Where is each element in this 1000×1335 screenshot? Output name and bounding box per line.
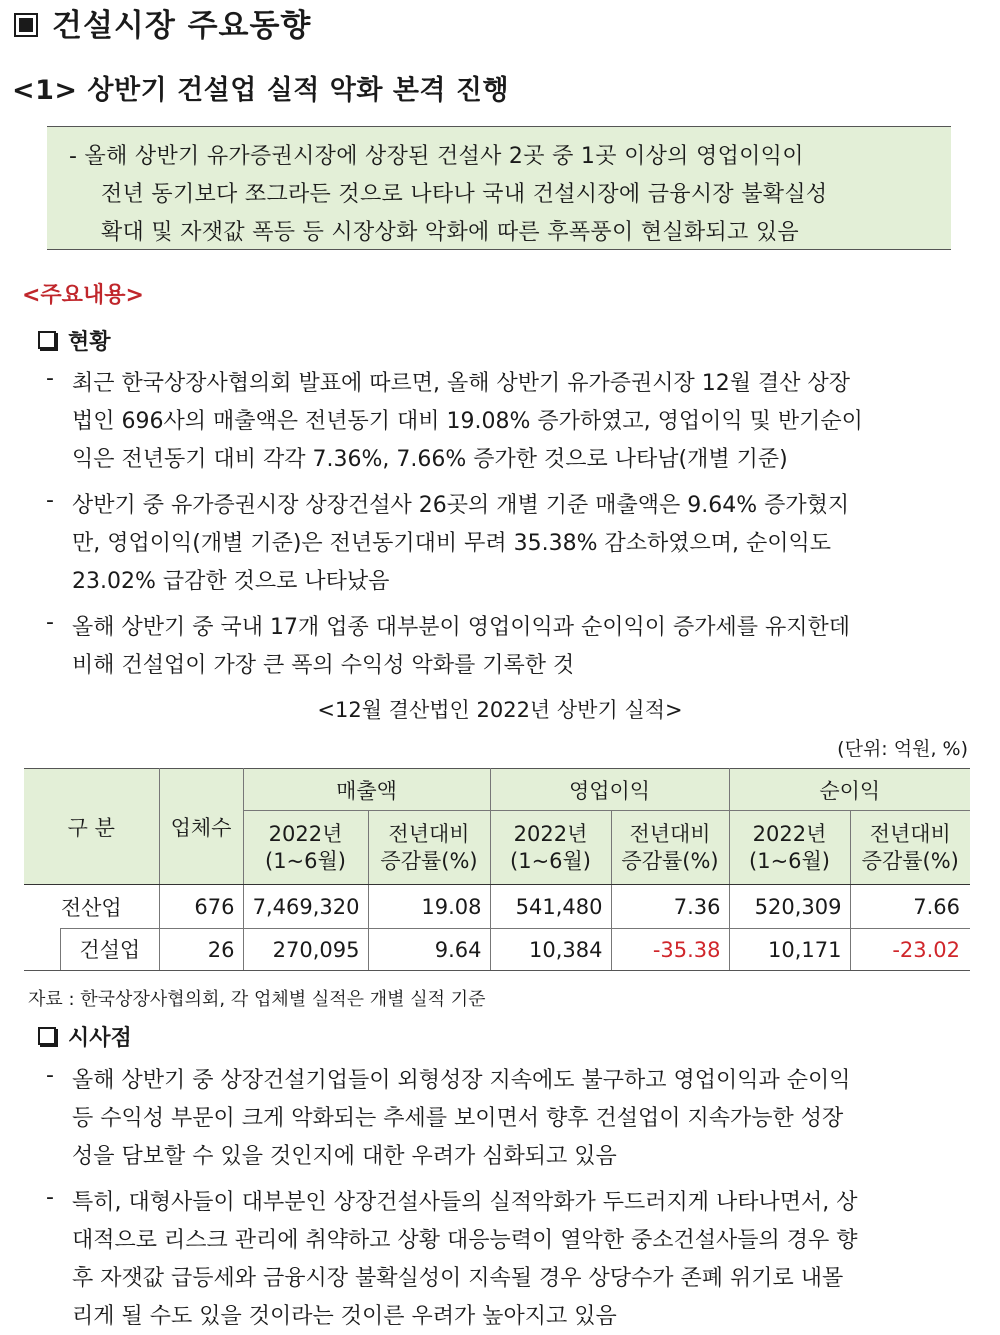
cell-count: 26 (159, 929, 243, 971)
section-heading-text: 시사점 (68, 1026, 132, 1051)
section-heading-status (38, 325, 111, 356)
cell-net-rate: -23.02 (850, 929, 970, 971)
cell-operating-rate: -35.38 (611, 929, 729, 971)
section-heading-text: 현황 (68, 330, 111, 355)
main-heading: <주요내용> (22, 283, 144, 308)
header-sales: 매출액 (243, 769, 490, 811)
header-count-label: 업체수 (159, 769, 243, 885)
checkbox-square-icon (38, 1027, 56, 1045)
paragraph-line: 특히, 대형사들이 대부분인 상장건설사들의 실적악화가 두드러지게 나타나면서, 상 (72, 1190, 858, 1215)
paragraph-line: 올해 상반기 중 상장건설기업들이 외형성장 지속에도 불구하고 영업이익과 순이익 (72, 1068, 851, 1093)
cell-sales-rate: 9.64 (368, 929, 490, 971)
cell-operating-profit: 541,480 (490, 885, 611, 929)
table-caption: <12월 결산법인 2022년 상반기 실적> (317, 698, 683, 722)
header-rate-cell (850, 811, 970, 885)
performance-table (24, 768, 970, 971)
checkbox-square-icon (38, 331, 56, 349)
header-year-cell (243, 811, 368, 885)
header-group-label: 구 분 (24, 769, 159, 885)
header-period: (1~6월) (265, 848, 346, 873)
header-rate-bottom: 증감률(%) (380, 848, 478, 873)
cell-net-rate: 7.66 (913, 894, 961, 919)
dash-bullet: - (46, 610, 54, 635)
header-rate-top: 전년대비 (388, 822, 470, 847)
paragraph-line: 법인 696사의 매출액은 전년동기 대비 19.08% 증가하였고, 영업이익 및 반기순이 (72, 409, 863, 434)
paragraph-line: 등 수익성 부문이 크게 악화되는 추세를 보이면서 향후 건설업이 지속가능한 성장 (72, 1106, 844, 1131)
table-row (24, 929, 970, 971)
paragraph-line: 만, 영업이익(개별 기준)은 전년동기대비 무려 35.38% 감소하였으며, 순이익도 (72, 531, 832, 556)
dash-bullet: - (46, 366, 54, 391)
cell-net-profit: 10,171 (729, 929, 850, 971)
paragraph-line: 익은 전년동기 대비 각각 7.36%, 7.66% 증가한 것으로 나타남(개별 기준) (72, 447, 788, 472)
header-period: (1~6월) (749, 848, 831, 873)
header-rate-top: 전년대비 (629, 822, 711, 847)
section-heading-implications (38, 1021, 132, 1052)
paragraph-line: 후 자잿값 급등세와 금융시장 불확실성이 지속될 경우 상당수가 존폐 위기로 내몰 (72, 1266, 844, 1291)
header-operating-profit: 영업이익 (490, 769, 729, 811)
header-net-profit: 순이익 (729, 769, 970, 811)
page-title-text: 건설시장 주요동향 (52, 8, 312, 44)
cell-sales: 270,095 (243, 929, 368, 971)
table-source: 자료 : 한국상장사협의회, 각 업체별 실적은 개별 실적 기준 (28, 989, 486, 1010)
header-rate-top: 전년대비 (869, 822, 951, 847)
dash-bullet: - (46, 488, 54, 513)
header-rate-bottom: 증감률(%) (621, 848, 719, 873)
row-label: 건설업 (60, 928, 159, 970)
cell-net-profit: 520,309 (729, 885, 850, 929)
header-period: (1~6월) (510, 848, 592, 873)
cell-count: 676 (159, 885, 243, 929)
paragraph-line: 올해 상반기 중 국내 17개 업종 대부분이 영업이익과 순이익이 증가세를 유지한데 (72, 615, 850, 640)
cell-operating-profit: 10,384 (490, 929, 611, 971)
paragraph-line: 리게 될 수도 있을 것이라는 것이른 우려가 높아지고 있음 (72, 1304, 617, 1329)
header-rate-cell (368, 811, 490, 885)
dash-bullet: - (46, 1063, 54, 1088)
cell-sales: 7,469,320 (243, 885, 368, 929)
paragraph-line: 대적으로 리스크 관리에 취약하고 상황 대응능력이 열악한 중소건설사들의 경우 향 (72, 1228, 858, 1253)
cell-operating-rate: 7.36 (611, 885, 729, 929)
paragraph-line: 23.02% 급감한 것으로 나타났음 (72, 569, 390, 594)
cell-sales-rate: 19.08 (368, 885, 490, 929)
row-label-cell (24, 929, 159, 971)
summary-line: - 올해 상반기 유가증권시장에 상장된 건설사 2곳 중 1곳 이상의 영업이익이 (69, 144, 804, 169)
header-year-cell (729, 811, 850, 885)
filled-square-icon (14, 13, 38, 37)
dash-bullet: - (46, 1185, 54, 1210)
header-year: 2022년 (513, 822, 588, 847)
paragraph-line: 상반기 중 유가증권시장 상장건설사 26곳의 개별 기준 매출액은 9.64% 증가혔지 (72, 493, 850, 518)
summary-line: 확대 및 자잿값 폭등 등 시장상화 악화에 따른 후폭풍이 현실화되고 있음 (101, 220, 799, 245)
summary-box (47, 126, 951, 250)
section-subtitle: <1> 상반기 건설업 실적 악화 본격 진행 (12, 75, 510, 106)
header-year-cell (490, 811, 611, 885)
header-rate-bottom: 증감률(%) (861, 848, 959, 873)
table-unit: (단위: 억원, %) (837, 738, 968, 760)
page-title (14, 0, 311, 45)
header-year: 2022년 (752, 822, 827, 847)
paragraph-line: 최근 한국상장사협의회 발표에 따르면, 올해 상반기 유가증권시장 12월 결산 상장 (72, 371, 850, 396)
header-year: 2022년 (268, 822, 343, 847)
row-label: 전산업 (24, 885, 159, 929)
paragraph-line: 성을 담보할 수 있을 것인지에 대한 우려가 심화되고 있음 (72, 1144, 617, 1169)
summary-line: 전년 동기보다 쪼그라든 것으로 나타나 국내 건설시장에 금융시장 불확실성 (101, 182, 828, 207)
paragraph-line: 비해 건설업이 가장 큰 폭의 수익성 악화를 기록한 것 (72, 653, 575, 678)
table-row (24, 885, 970, 929)
header-rate-cell (611, 811, 729, 885)
